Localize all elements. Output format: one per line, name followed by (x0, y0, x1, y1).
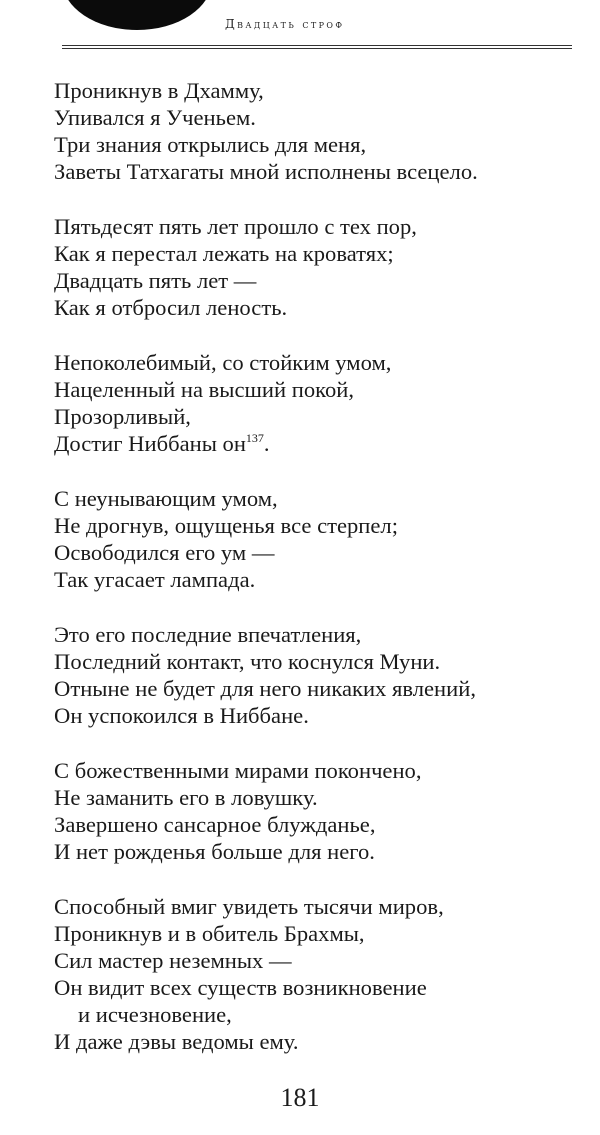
verse-line: Нацеленный на высший покой, (54, 377, 354, 402)
verse-line: Так угасает лампада. (54, 567, 256, 592)
stanza (54, 213, 594, 321)
footnote-reference: 137 (245, 431, 264, 445)
verse-line: Как я перестал лежать на кроватях; (54, 241, 394, 266)
verse-line-continuation: и исчезновение, (78, 1002, 232, 1027)
verse-line: И нет рожденья больше для него. (54, 839, 375, 864)
stanza (54, 77, 594, 185)
verse-text: Достиг Ниббаны он (54, 431, 246, 456)
verse-line: Последний контакт, что коснулся Муни. (54, 649, 441, 674)
verse-line: Освободился его ум — (54, 540, 275, 565)
header-rule (62, 45, 572, 49)
verse-line: Проникнув в Дхамму, (54, 78, 264, 103)
verse-line: Упивался я Ученьем. (54, 105, 256, 130)
verse-line: Заветы Татхагаты мной исполнены всецело. (54, 159, 478, 184)
page-number: 181 (280, 1083, 320, 1112)
stanza (54, 757, 594, 865)
verse-line: Сил мастер неземных — (54, 948, 292, 973)
running-head: Двадцать строф (225, 17, 345, 31)
verse-line: Прозорливый, (54, 404, 191, 429)
stanza (54, 621, 594, 729)
verse-line: И даже дэвы ведомы ему. (54, 1029, 299, 1054)
verse-line: Непоколебимый, со стойким умом, (54, 350, 392, 375)
stanza (54, 485, 594, 593)
verse-line: С божественными мирами покончено, (54, 758, 422, 783)
poem-body (54, 77, 594, 1083)
verse-line: Это его последние впечатления, (54, 622, 362, 647)
verse-line: С неунывающим умом, (54, 486, 278, 511)
page-corner-shadow (62, 0, 212, 30)
verse-line: Он видит всех существ возникновение (54, 975, 427, 1000)
verse-line: Он успокоился в Ниббане. (54, 703, 309, 728)
verse-line: Не заманить его в ловушку. (54, 785, 318, 810)
verse-line: Двадцать пять лет — (54, 268, 257, 293)
verse-line: Способный вмиг увидеть тысячи миров, (54, 894, 444, 919)
verse-line: Отныне не будет для него никаких явлений, (54, 676, 476, 701)
stanza (54, 349, 594, 457)
stanza (54, 893, 594, 1055)
verse-line-with-footnote: Достиг Ниббаны $он^{137}$. (54, 431, 270, 456)
verse-line: Завершено сансарное блужданье, (54, 812, 376, 837)
verse-line: Как я отбросил леность. (54, 295, 288, 320)
verse-line: Проникнув и в обитель Брахмы, (54, 921, 365, 946)
verse-line: Три знания открылись для меня, (54, 132, 367, 157)
verse-line: Пятьдесят пять лет прошло с тех пор, (54, 214, 417, 239)
verse-line: Не дрогнув, ощущенья все стерпел; (54, 513, 398, 538)
